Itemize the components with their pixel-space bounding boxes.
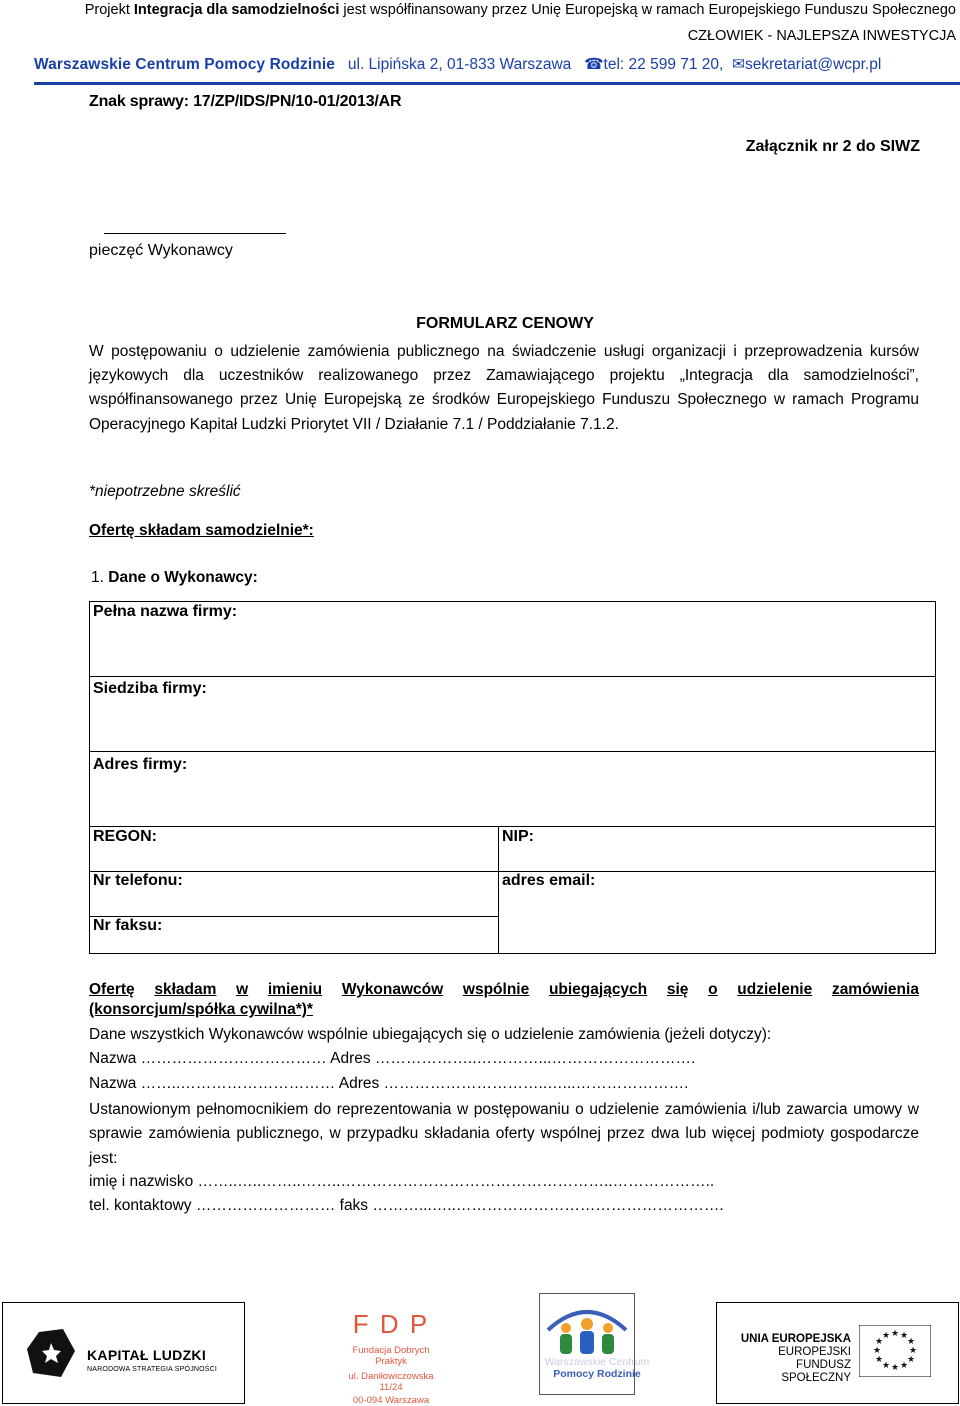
nip-label: NIP:	[502, 828, 534, 845]
nip-field[interactable]	[499, 827, 936, 872]
consortium-heading-word: o	[708, 981, 718, 998]
consortium-heading-word: się	[666, 981, 689, 998]
consortium-data-intro: Dane wszystkich Wykonawców wspólnie ubiegających się o udzielenie zamówienia (jeżeli dotyczy):	[89, 1026, 772, 1043]
fdp-letters: F D P	[352, 1309, 430, 1339]
header-project-prefix: Projekt	[84, 2, 134, 18]
svg-text:★: ★	[906, 1337, 916, 1347]
consortium-heading-word: w	[236, 981, 249, 998]
svg-text:★: ★	[890, 1363, 900, 1373]
header-project-name: Integracja dla samodzielności	[133, 2, 340, 18]
regon-label: REGON:	[93, 828, 157, 845]
annex-label: Załącznik nr 2 do SIWZ	[745, 138, 920, 155]
consortium-heading-word: zamówienia	[831, 981, 919, 998]
consortium-heading-word: udzielenie	[737, 981, 813, 998]
eu-text-block	[739, 1333, 851, 1385]
proxy-contact-line[interactable]: tel. kontaktowy ……………………… faks ………...…..…………………………………………….	[89, 1197, 724, 1214]
proxy-name-line[interactable]: imię i nazwisko ……..…..……..……..……………………………………………..………………..	[89, 1173, 715, 1190]
consortium-heading-word: Ofertę	[89, 981, 135, 998]
consortium-heading-word: wspólnie	[462, 981, 530, 998]
wcpr-family-icon	[544, 1300, 630, 1356]
svg-text:★: ★	[872, 1346, 882, 1356]
consortium-member-row-1[interactable]: Nazwa ……………………………… Adres ………………..…………...……………………….	[89, 1050, 696, 1067]
eu-line-2: EUROPEJSKI	[778, 1346, 851, 1358]
address-label: Adres firmy:	[93, 756, 188, 773]
consortium-heading-word: imieniu	[267, 981, 323, 998]
email-field[interactable]	[499, 872, 936, 954]
address-field[interactable]	[90, 752, 936, 827]
footnote: *niepotrzebne skreślić	[89, 483, 241, 500]
svg-text:★: ★	[881, 1361, 891, 1371]
email-icon: ✉	[731, 56, 745, 73]
header-contact-line	[34, 55, 958, 74]
contractor-table	[89, 601, 936, 954]
svg-text:★: ★	[906, 1355, 916, 1365]
consortium-heading-word: składam	[154, 981, 217, 998]
wcpr-logo	[539, 1293, 650, 1395]
email-label: adres email:	[502, 872, 596, 889]
proxy-paragraph: Ustanowionym pełnomocnikiem do reprezentowania w postępowaniu o udzielenie zamówienia i/lub zawarcia umowy w sprawie zamówienia publicznego, w przypadku składania oferty wspólnej przez dwa lub więcej podmioty gospodarcze jest:	[89, 1101, 919, 1167]
intro-paragraph: W postępowaniu o udzielenie zamówienia publicznego na świadczenie usługi organizacji i przeprowadzenia kursów językowych dla uczestników realizowanego przez Zamawiającego projektu „Integracja dla samodzielności”, współfinansowanego przez Unię Europejską ze środków Europejskiego Funduszu Społecznego w ramach Programu Operacyjnego Kapitał Ludzki Priorytet VII / Działanie 7.1 / Poddziałanie 7.1.2.	[89, 343, 919, 433]
seat-field[interactable]	[90, 677, 936, 752]
svg-text:★: ★	[899, 1361, 909, 1371]
fax-field[interactable]	[90, 917, 499, 954]
svg-text:★: ★	[874, 1355, 884, 1365]
kapital-ludzki-subtitle: NARODOWA STRATEGIA SPÓJNOŚCI	[87, 1366, 218, 1373]
phone-label: Nr telefonu:	[93, 872, 183, 889]
svg-text:★: ★	[908, 1346, 918, 1356]
seat-label: Siedziba firmy:	[93, 680, 207, 697]
stamp-label: pieczęć Wykonawcy	[89, 242, 233, 259]
section-1-number: 1.	[91, 569, 104, 586]
fdp-address-2: 00-094 Warszawa	[352, 1395, 430, 1406]
consortium-heading-word: Wykonawców	[341, 981, 444, 998]
kapital-ludzki-logo	[2, 1302, 245, 1404]
case-number: Znak sprawy: 17/ZP/IDS/PN/10-01/2013/AR	[89, 93, 402, 110]
svg-text:★: ★	[874, 1337, 884, 1347]
fax-label: Nr faksu:	[93, 917, 163, 934]
consortium-heading-line2: (konsorcjum/spółka cywilna*)*	[89, 1001, 313, 1018]
full-name-label: Pełna nazwa firmy:	[93, 603, 238, 620]
header-address: ul. Lipińska 2, 01-833 Warszawa	[347, 56, 572, 73]
stamp-line	[104, 233, 286, 234]
eu-efs-logo	[716, 1302, 959, 1404]
self-offer-label: Ofertę składam samodzielnie*:	[89, 522, 314, 539]
header-project-line	[85, 2, 956, 18]
header-project-suffix: jest współfinansowany przez Unię Europejską w ramach Europejskiego Funduszu Społecznego	[339, 2, 956, 18]
header-org-name: Warszawskie Centrum Pomocy Rodzinie	[34, 56, 335, 73]
svg-text:★: ★	[881, 1331, 891, 1341]
consortium-heading-word: ubiegających	[548, 981, 648, 998]
header-email[interactable]: sekretariat@wcpr.pl	[744, 56, 882, 73]
header-rule	[34, 82, 960, 85]
full-name-field[interactable]	[90, 602, 936, 677]
kapital-ludzki-title: KAPITAŁ LUDZKI	[87, 1347, 207, 1363]
fdp-name: Fundacja Dobrych Praktyk	[352, 1345, 430, 1367]
consortium-member-row-2[interactable]: Nazwa ……..………………………… Adres …………………………..…...………………….	[89, 1075, 689, 1092]
svg-text:★: ★	[899, 1331, 909, 1341]
section-1-title: Dane o Wykonawcy:	[108, 569, 258, 586]
header-phone: tel: 22 599 71 20,	[603, 56, 724, 73]
fdp-logo	[336, 1307, 446, 1406]
section-1-heading	[91, 569, 258, 587]
phone-icon: ☎	[584, 56, 604, 73]
eu-line-3: FUNDUSZ SPOŁECZNY	[781, 1359, 851, 1384]
header-slogan: CZŁOWIEK - NAJLEPSZA INWESTYCJA	[687, 28, 956, 44]
consortium-heading-line1	[89, 980, 919, 1000]
fdp-address-1: ul. Daniłowiczowska 11/24	[348, 1371, 434, 1393]
consortium-heading	[89, 980, 919, 1020]
wcpr-logo-line1: Warszawskie Centrum	[544, 1356, 650, 1368]
eu-line-1: UNIA EUROPEJSKA	[740, 1333, 851, 1345]
kapital-ludzki-emblem-icon	[27, 1329, 77, 1379]
form-title: FORMULARZ CENOWY	[416, 315, 594, 332]
wcpr-logo-line2: Pomocy Rodzinie	[553, 1368, 641, 1380]
eu-flag-icon	[859, 1325, 931, 1377]
phone-field[interactable]	[90, 872, 499, 917]
svg-text:★: ★	[890, 1329, 900, 1339]
regon-field[interactable]	[90, 827, 499, 872]
